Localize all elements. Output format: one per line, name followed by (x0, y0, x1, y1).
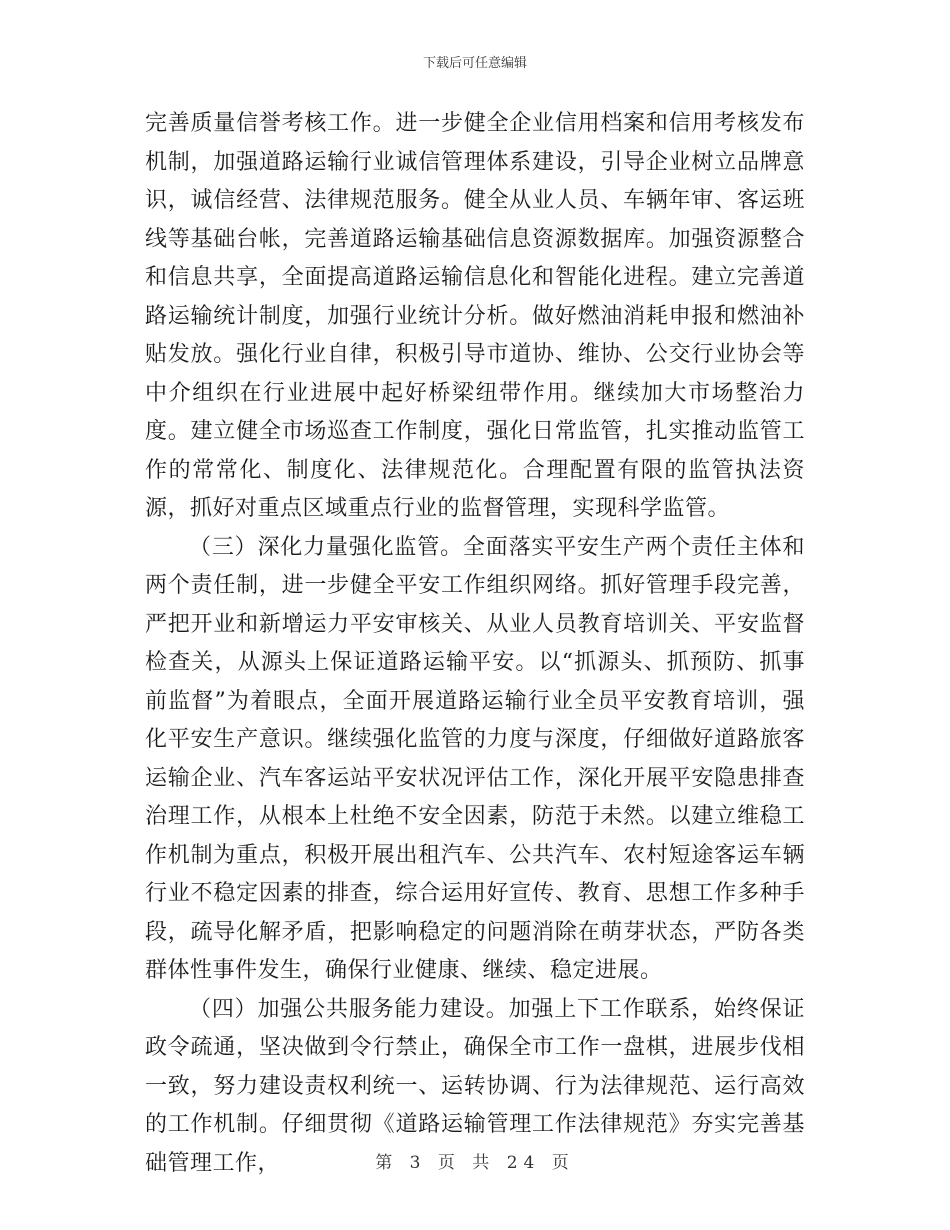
page-header-note: 下载后可任意编辑 (422, 56, 527, 71)
paragraph-continuation: 完善质量信誉考核工作。进一步健全企业信用档案和信用考核发布机制，加强道路运输行业诚信管理体系建设，引导企业树立品牌意识，诚信经营、法律规范服务。健全从业人员、车辆年审、客运班线等基础台帐，完善道路运输基础信息资源数据库。加强资源整合和信息共享，全面提高道路运输信息化和智能化进程。建立完善道路运输统计制度，加强行业统计分析。做好燃油消耗申报和燃油补贴发放。强化行业自律，积极引导市道协、维协、公交行业协会等中介组织在行业进展中起好桥梁纽带作用。继续加大市场整治力度。建立健全市场巡查工作制度，强化日常监管，扎实推动监管工作的常常化、制度化、法律规范化。合理配置有限的监管执法资源，抓好对重点区域重点行业的监督管理，实现科学监管。 (145, 111, 805, 521)
paragraph-section-3: （三）深化力量强化监管。全面落实平安生产两个责任主体和两个责任制，进一步健全平安工作组织网络。抓好管理手段完善，严把开业和新增运力平安审核关、从业人员教育培训关、平安监督检查关，从源头上保证道路运输平安。以“抓源头、抓预防、抓事前监督”为着眼点，全面开展道路运输行业全员平安教育培训，强化平安生产意识。继续强化监管的力度与深度，仔细做好道路旅客运输企业、汽车客运站平安状况评估工作，深化开展平安隐患排查治理工作，从根本上杜绝不安全因素，防范于未然。以建立维稳工作机制为重点，积极开展出租汽车、公共汽车、农村短途客运车辆行业不稳定因素的排查，综合运用好宣传、教育、思想工作多种手段，疏导化解矛盾，把影响稳定的问题消除在萌芽状态，严防各类群体性事件发生，确保行业健康、继续、稳定进展。 (145, 534, 805, 983)
page-number-footer: 第 3 页 共 24 页 (375, 1153, 575, 1173)
paragraph-section-4: （四）加强公共服务能力建设。加强上下工作联系，始终保证政令疏通，坚决做到令行禁止，确保全市工作一盘棋，进展步伐相一致，努力建设责权利统一、运转协调、行为法律规范、运行高效的工作机制。仔细贯彻《道路运输管理工作法律规范》夯实完善基础管理工作， (145, 996, 805, 1176)
document-body (145, 105, 805, 1183)
